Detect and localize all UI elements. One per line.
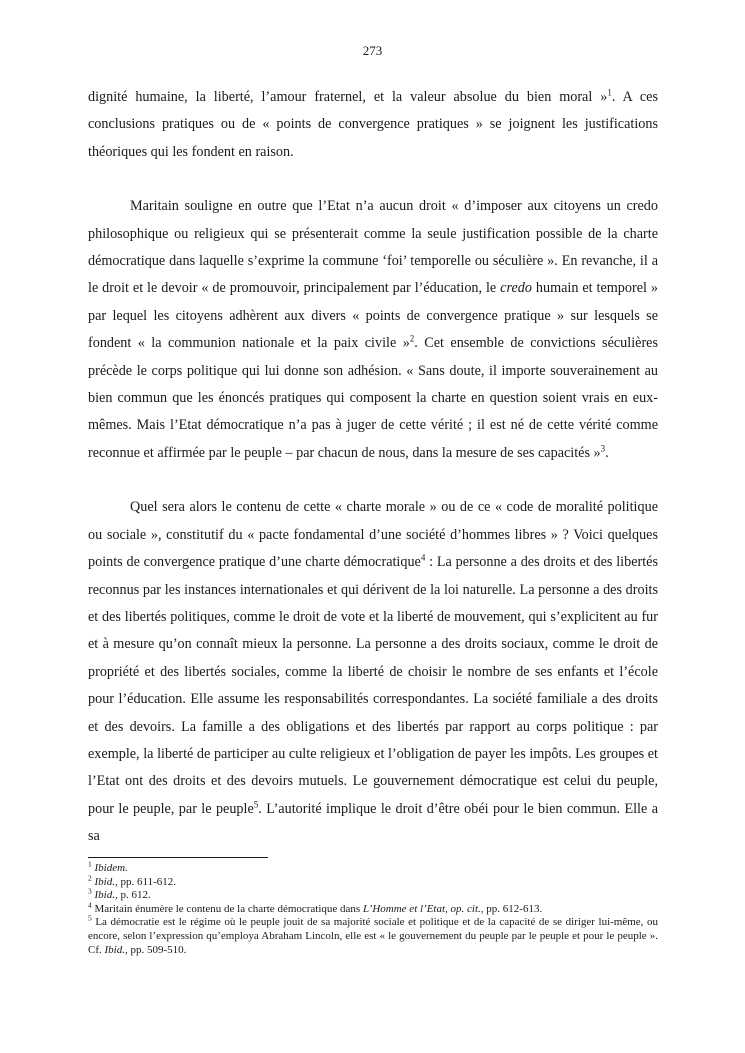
footnote-number: 5 bbox=[88, 913, 92, 923]
footnote-number: 3 bbox=[88, 886, 92, 896]
footnote-number: 2 bbox=[88, 872, 92, 882]
footnote-citation: L’Homme et l’Etat, op. cit., bbox=[362, 902, 484, 915]
paragraph-1 bbox=[88, 84, 658, 166]
text: : La personne a des droits et des libertés reconnus par les instances internationales et qui dérivent de la loi naturelle. La personne a des droits et des libertés politiques, comme le droit de vote et la liberté de mouvement, qui s’explicitent au fur et à mesure qu’on connaît mieux la personne. La personne a des droits sociaux, comme le droit de propriété et des libertés sociales, comme la liberté de choisir le nombre de ses enfants et l’école pour l’éducation. Elle assume les responsabilités correspondantes. La société familiale a des droits et des devoirs. La famille a des obligations et des libertés par rapport au corps politique : par exemple, la liberté de participer au culte religieux et l’obligation de payer les impôts. Les groupes et l’Etat ont des droits et des devoirs mutuels. Le gouvernement démocratique est celui du peuple, pour le peuple, par le peuple bbox=[88, 554, 658, 817]
emphasis: credo bbox=[500, 280, 532, 297]
footnote-text: p. 612. bbox=[117, 889, 151, 902]
footnote-ref-2[interactable]: 2 bbox=[409, 333, 415, 344]
page-number: 273 bbox=[362, 43, 383, 58]
text: Quel sera alors le contenu de cette « charte morale » ou de ce « code de moralité politique ou sociale », constitutif du « pacte fondamental d’une société d’hommes libres » ? Voici quelques points de convergence pratique d’une charte démocratique bbox=[88, 499, 658, 571]
footnote-4 bbox=[88, 900, 658, 917]
text: humain et temporel » par lequel les citoyens adhèrent aux divers « points de convergence pratique » sur lesquels se fondent « la communion nationale et la paix civile » bbox=[88, 280, 658, 352]
text: . Cet ensemble de convictions séculières précède le corps politique qui lui donne son adhésion. « Sans doute, il importe souverainement au bien commun que les énoncés pratiques qui composent la charte en question soient vrais en eux-mêmes. Mais l’Etat démocratique n’a pas à juger de cette vérité ; il est né de cette vérité comme reconnue et affirmée par le peuple – par chacun de nous, dans la mesure de ses capacités » bbox=[88, 335, 658, 461]
body-text bbox=[88, 84, 658, 851]
footnotes bbox=[88, 859, 658, 957]
footnote-text: Maritain énumère le contenu de la charte démocratique dans bbox=[91, 902, 363, 915]
paragraph-3 bbox=[88, 494, 658, 850]
footnote-separator bbox=[88, 857, 268, 858]
text: . A ces conclusions pratiques ou de « points de convergence pratiques » se joignent les justifications théoriques qui les fondent en raison. bbox=[88, 89, 658, 160]
footnote-ref-3[interactable]: 3 bbox=[600, 443, 606, 454]
footnote-ref-1[interactable]: 1 bbox=[607, 87, 612, 98]
footnote-number: 4 bbox=[88, 900, 92, 910]
footnote-ref-5[interactable]: 5 bbox=[253, 799, 259, 810]
footnote-ref-4[interactable]: 4 bbox=[420, 552, 426, 563]
footnote-number: 1 bbox=[88, 859, 92, 869]
footnote-text: pp. 509-510. bbox=[127, 943, 187, 956]
footnote-citation: Ibid., bbox=[94, 875, 118, 888]
text: . L’autorité implique le droit d’être obéi pour le bien commun. Elle a sa bbox=[88, 800, 658, 845]
footnote-citation: Ibidem. bbox=[94, 862, 128, 874]
footnote-text: pp. 612-613. bbox=[483, 902, 543, 915]
footnote-text: pp. 611-612. bbox=[117, 875, 176, 888]
footnote-citation: Ibid., bbox=[104, 943, 128, 956]
footnote-3 bbox=[88, 886, 658, 903]
text: dignité humaine, la liberté, l’amour fraternel, et la valeur absolue du bien moral » bbox=[88, 89, 608, 105]
footnote-5 bbox=[88, 913, 658, 957]
text: Maritain souligne en outre que l’Etat n’a aucun droit « d’imposer aux citoyens un credo philosophique ou religieux qui se présenterait comme la seule justification possible de la charte démocratique dans laquelle s’exprime la commune ‘foi’ temporelle ou séculière ». En revanche, il a le droit et le devoir « de promouvoir, principalement par l’éducation, le bbox=[88, 198, 658, 297]
text: . bbox=[605, 444, 609, 461]
footnote-1 bbox=[88, 859, 658, 876]
footnote-text: La démocratie est le régime où le peuple jouit de sa majorité sociale et politique et de la capacité de se diriger lui-même, ou encore, selon l’expression qu’employa Abraham Lincoln, elle est « le gouvernement du peuple par le peuple et pour le peuple ». Cf. bbox=[88, 916, 658, 956]
paragraph-2 bbox=[88, 193, 658, 467]
footnote-citation: Ibid., bbox=[94, 889, 118, 902]
footnote-2 bbox=[88, 872, 658, 890]
